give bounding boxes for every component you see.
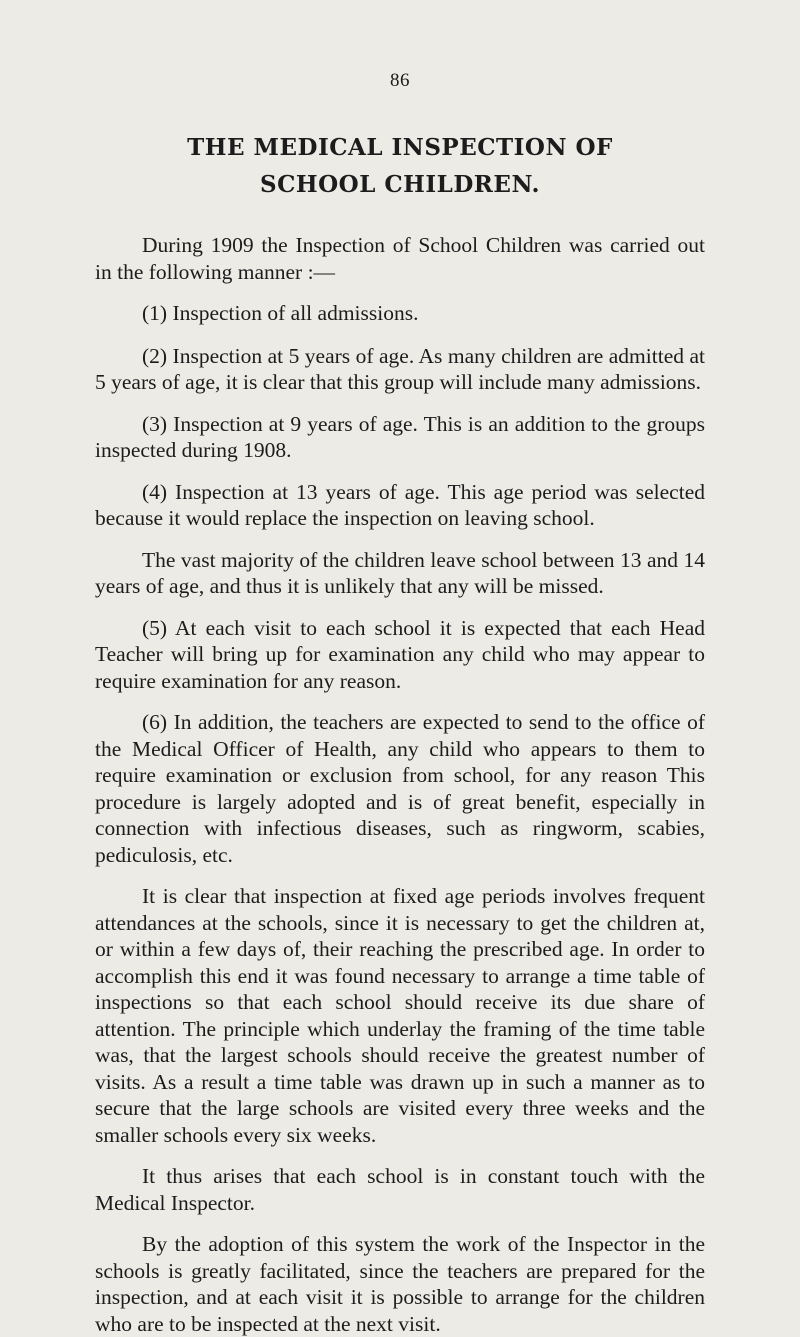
title-line-2: SCHOOL CHILDREN. [259,171,540,198]
paragraph-item-4: (4) Inspection at 13 years of age. This age period was selected because it would replace the inspection on leaving school. [95,479,705,530]
title-line-1: THE MEDICAL INSPECTION OF [187,134,613,161]
paragraph-time-table: It is clear that inspection at fixed age periods involves frequent attendances at the schools, since it is necessary to get the children at, or within a few days of, their reaching the prescribed age. In order to accomplish this end it was found necessary to arrange a time table of inspections so that each school should receive its due share of attention. The principle which underlay the framing of the time table was, that the largest schools should receive the greatest number of visits. As a result a time table was drawn up in such a manner as to secure that the large schools are visited every three weeks and the smaller schools every six weeks. [95,884,705,1147]
paragraph-system-adoption: By the adoption of this system the work of the Inspector in the schools is greatly facilitated, since the teachers are prepared for the inspection, and at each visit it is possible to arrange for the children who are to be inspected at the next visit. [95,1232,705,1336]
paragraph-item-3: (3) Inspection at 9 years of age. This is an addition to the groups inspected during 1908. [95,411,705,462]
paragraph-item-6: (6) In addition, the teachers are expected to send to the office of the Medical Officer of Health, any child who appears to them to require examination or exclusion from school, for any reason This procedure is largely adopted and is of great benefit, especially in connection with infectious diseases, such as ringworm, scabies, pediculosis, etc. [95,710,705,867]
paragraph-intro: During 1909 the Inspection of School Children was carried out in the following manner :— [95,233,705,284]
page-number: 86 [390,70,410,91]
page-title [95,129,705,203]
paragraph-item-1: (1) Inspection of all admissions. [142,301,419,325]
paragraph-constant-touch: It thus arises that each school is in constant touch with the Medical Inspector. [95,1164,705,1215]
paragraph-item-5: (5) At each visit to each school it is expected that each Head Teacher will bring up for examination any child who may appear to require examination for any reason. [95,615,705,693]
paragraph-item-2: (2) Inspection at 5 years of age. As many children are admitted at 5 years of age, it is clear that this group will include many admissions. [95,343,705,394]
paragraph-leaving-age: The vast majority of the children leave school between 13 and 14 years of age, and thus it is unlikely that any will be missed. [95,547,705,598]
